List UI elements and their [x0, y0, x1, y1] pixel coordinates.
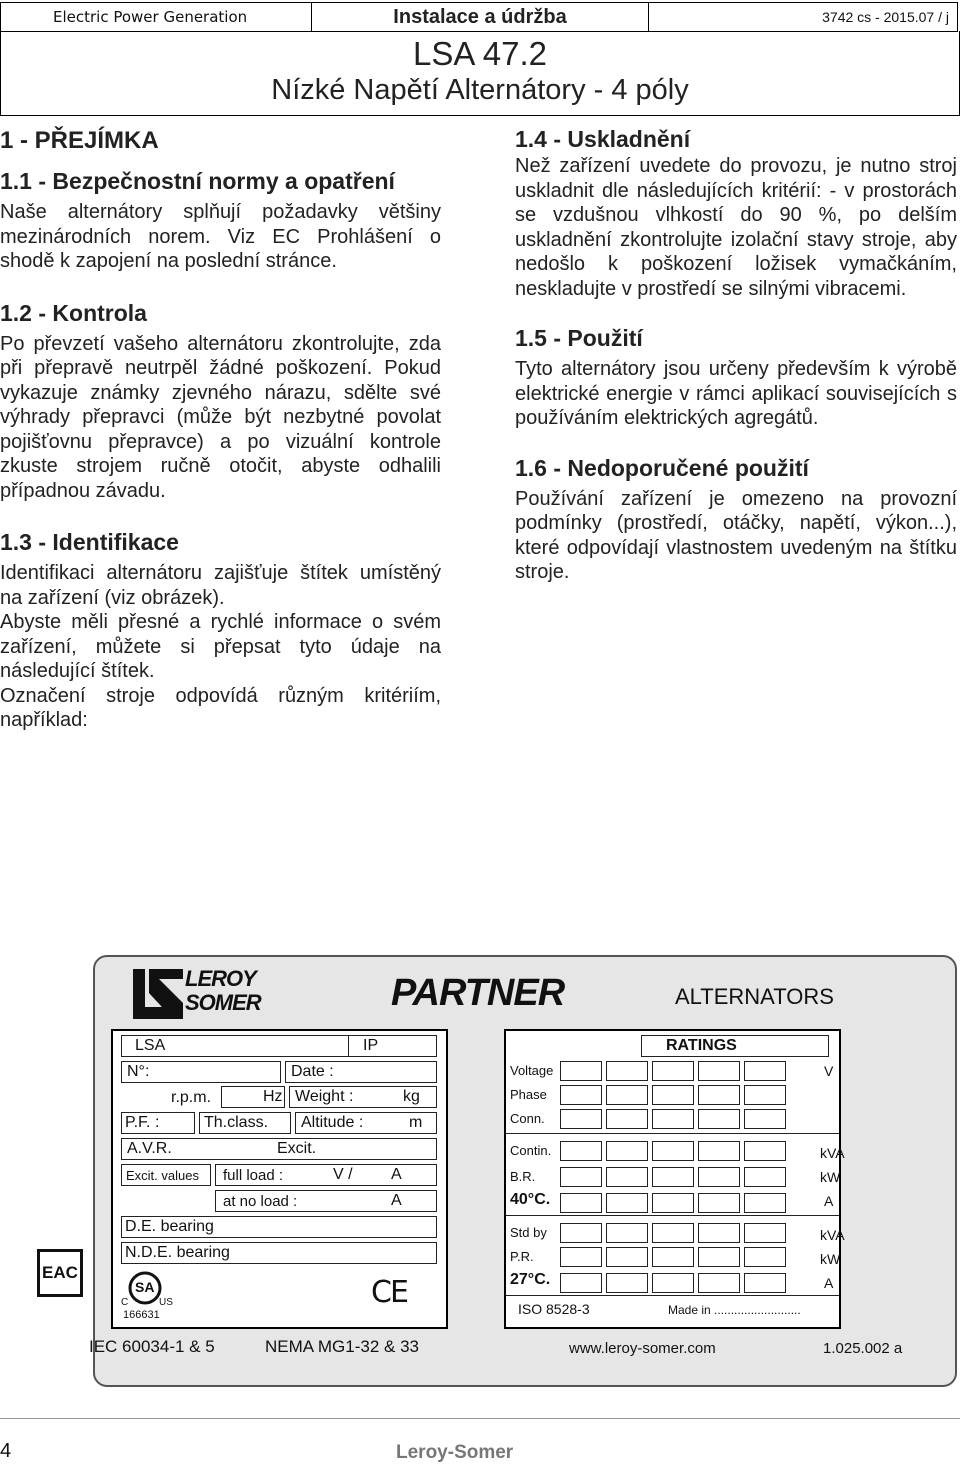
rating-cell — [606, 1193, 648, 1213]
rpm-label: r.p.m. — [171, 1089, 212, 1106]
csa-mark: SA C US 166631 — [121, 1271, 181, 1327]
rating-cell — [652, 1167, 694, 1187]
rating-cell — [744, 1085, 786, 1105]
kw-unit-2: kW — [820, 1251, 841, 1267]
phase-label: Phase — [510, 1087, 547, 1102]
heading-use: 1.5 - Použití — [515, 325, 643, 351]
rating-cell — [698, 1167, 740, 1187]
stdby-label: Std by — [510, 1225, 547, 1240]
rating-cell — [560, 1273, 602, 1293]
nameplate-right-panel — [504, 1029, 845, 1329]
thclass-label: Th.class. — [204, 1114, 269, 1131]
rating-cell — [606, 1085, 648, 1105]
ip-label: IP — [363, 1037, 379, 1054]
rating-cell — [652, 1141, 694, 1161]
rating-cell — [698, 1085, 740, 1105]
para-inspection: Po převzetí vašeho alternátoru zkontrolujte, zda při přepravě neutrpěl žádné poškození. Pokud vykazuje známky zjevného nárazu, sdělte své výhrady přepravci (může být nezbytné povolat pojišťovnu přepravce) a po vizuální kontrole zkuste strojem ručně otočit, abyste odhalili případnou závadu. — [0, 332, 441, 502]
rating-cell — [652, 1223, 694, 1243]
rating-cell — [744, 1061, 786, 1081]
hz-label: Hz — [263, 1088, 283, 1105]
rating-cell — [560, 1167, 602, 1187]
contin-label: Contin. — [510, 1143, 552, 1158]
rating-cell — [744, 1273, 786, 1293]
para-use: Tyto alternátory jsou určeny především k výrobě elektrické energie v rámci aplikací souvisejících s používáním elektrických agregátů. — [515, 358, 957, 429]
lsa-label: LSA — [135, 1037, 166, 1054]
excit-values-label: Excit. values — [126, 1168, 199, 1183]
rating-cell — [652, 1085, 694, 1105]
heading-safety: 1.1 - Bezpečnostní normy a opatření — [0, 168, 395, 194]
rating-cell — [606, 1109, 648, 1129]
heading-identification: 1.3 - Identifikace — [0, 529, 179, 555]
heading-storage: 1.4 - Uskladnění — [515, 126, 691, 152]
rating-cell — [606, 1167, 648, 1187]
serial-label: N°: — [127, 1063, 150, 1080]
rating-cell — [744, 1223, 786, 1243]
doc-subtitle: Nízké Napětí Alternátory - 4 póly — [271, 74, 689, 106]
iso-label: ISO 8528-3 — [518, 1301, 590, 1317]
leroy-somer-logo: LEROY SOMER — [133, 967, 278, 1021]
m-label: m — [409, 1114, 423, 1131]
rating-cell — [698, 1193, 740, 1213]
date-label: Date : — [291, 1063, 334, 1080]
rating-cell — [652, 1193, 694, 1213]
footer-brand: Leroy-Somer — [396, 1442, 514, 1463]
rating-cell — [698, 1061, 740, 1081]
br-label: B.R. — [510, 1169, 536, 1184]
page-number: 4 — [0, 1440, 12, 1462]
pr-label: P.R. — [510, 1249, 534, 1264]
eac-mark: EAC — [37, 1249, 83, 1297]
rating-cell — [652, 1247, 694, 1267]
para-identification-3: Označení stroje odpovídá různým kritériím, například: — [0, 684, 441, 731]
rating-cell — [744, 1109, 786, 1129]
para-identification-2: Abyste měli přesné a rychlé informace o svém zařízení, můžete si přepsat tyto údaje na následující štítek. — [0, 611, 441, 682]
rating-cell — [698, 1247, 740, 1267]
v-slash-label: V / — [333, 1166, 353, 1183]
para-identification-1: Identifikaci alternátoru zajišťuje štítek umístěný na zařízení (viz obrázek). — [0, 562, 441, 609]
conn-label: Conn. — [510, 1111, 545, 1126]
ratings-label: RATINGS — [666, 1037, 737, 1054]
heading-inspection: 1.2 - Kontrola — [0, 299, 147, 326]
kg-label: kg — [403, 1088, 420, 1105]
rating-cell — [698, 1109, 740, 1129]
ce-mark: CE — [371, 1275, 407, 1310]
header-doc-ref: 3742 cs - 2015.07 / j — [648, 2, 958, 32]
kw-unit-1: kW — [820, 1169, 841, 1185]
weight-label: Weight : — [295, 1088, 354, 1105]
header-company: Electric Power Generation — [0, 2, 312, 32]
iec-label: IEC 60034-1 & 5 — [89, 1337, 215, 1356]
voltage-label: Voltage — [510, 1063, 554, 1078]
right-column — [515, 120, 957, 585]
nameplate — [42, 955, 957, 1387]
kva-unit-2: kVA — [820, 1227, 845, 1243]
rating-cell — [744, 1193, 786, 1213]
altitude-label: Altitude : — [301, 1114, 364, 1131]
rating-cell — [744, 1141, 786, 1161]
rating-cell — [606, 1141, 648, 1161]
no-load-label: at no load : — [223, 1193, 298, 1210]
partner-logo: PARTNER — [391, 972, 565, 1014]
rating-cell — [652, 1273, 694, 1293]
footer-rule — [0, 1418, 960, 1419]
rating-cell — [606, 1247, 648, 1267]
a-unit-4: A — [824, 1275, 834, 1291]
rating-cell — [560, 1223, 602, 1243]
left-column — [0, 120, 441, 733]
rating-cell — [606, 1273, 648, 1293]
de-bearing-label: D.E. bearing — [125, 1218, 214, 1235]
alternators-label: ALTERNATORS — [675, 984, 834, 1009]
rating-cell — [698, 1141, 740, 1161]
para-not-recommended: Používání zařízení je omezeno na provozní podmínky (prostředí, otáčky, napětí, výkon...), které odpovídají vlastnostem uvedeným na štítku stroje. — [515, 487, 957, 583]
avr-label: A.V.R. — [127, 1140, 172, 1157]
rating-cell — [698, 1223, 740, 1243]
rating-cell — [698, 1273, 740, 1293]
nema-label: NEMA MG1-32 & 33 — [265, 1337, 420, 1356]
temp27-label: 27°C. — [510, 1271, 551, 1288]
a-unit-3: A — [824, 1193, 834, 1209]
heading-not-recommended: 1.6 - Nedoporučené použití — [515, 454, 809, 481]
rating-cell — [744, 1247, 786, 1267]
rating-cell — [744, 1167, 786, 1187]
excit-label: Excit. — [277, 1140, 317, 1157]
heading-receipt: 1 - PŘEJÍMKA — [0, 127, 159, 154]
para-safety: Naše alternátory splňují požadavky většiny mezinárodních norem. Viz EC Prohlášení o shodě k zapojení na poslední stránce. — [0, 201, 441, 272]
rating-cell — [560, 1061, 602, 1081]
rating-cell — [560, 1141, 602, 1161]
a-label-2: A — [391, 1192, 402, 1209]
plate-code: 1.025.002 a — [823, 1340, 903, 1357]
temp40-label: 40°C. — [510, 1191, 551, 1208]
kva-unit-1: kVA — [820, 1145, 845, 1161]
full-load-label: full load : — [223, 1167, 284, 1184]
rating-cell — [560, 1247, 602, 1267]
doc-title: LSA 47.2 — [413, 35, 547, 72]
made-in-label: Made in .......................... — [668, 1303, 801, 1317]
nameplate-left-panel — [111, 1029, 448, 1329]
header-section: Instalace a údržba — [311, 2, 649, 32]
v-unit: V — [824, 1063, 834, 1079]
pf-label: P.F. : — [125, 1114, 160, 1131]
rating-cell — [606, 1061, 648, 1081]
rating-cell — [606, 1223, 648, 1243]
rating-cell — [560, 1085, 602, 1105]
para-storage: Než zařízení uvedete do provozu, je nutno stroj uskladnit dle následujících kritérií: - v prostorách se vzdušnou vlhkostí do 90 %, po delším uskladnění zkontrolujte izolační stavy stroje, aby nedošlo k poškození ložisek vymačkáním, neskladujte v prostředí se silnými vibracemi. — [515, 155, 957, 300]
nde-bearing-label: N.D.E. bearing — [125, 1244, 230, 1261]
rating-cell — [652, 1109, 694, 1129]
a-label-1: A — [391, 1166, 402, 1183]
rating-cell — [560, 1193, 602, 1213]
rating-cell — [560, 1109, 602, 1129]
rating-cell — [652, 1061, 694, 1081]
website-label: www.leroy-somer.com — [569, 1340, 716, 1357]
